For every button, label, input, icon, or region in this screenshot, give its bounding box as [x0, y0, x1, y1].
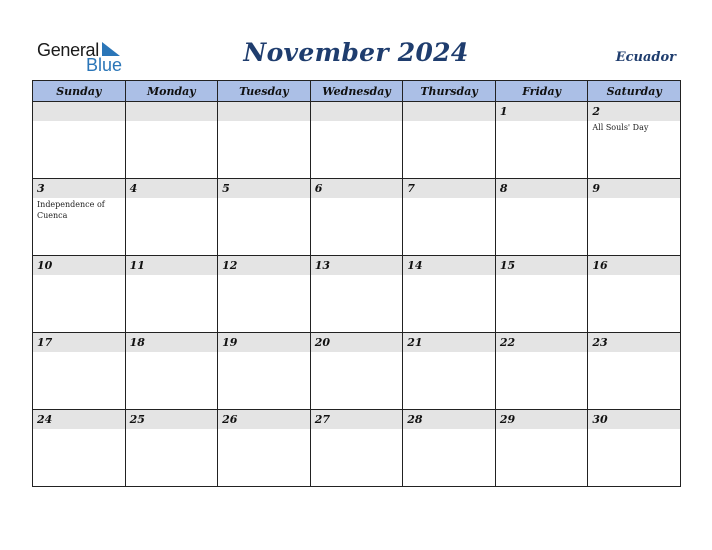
- week-row: [33, 102, 681, 179]
- day-number: 13: [314, 259, 330, 272]
- day-cell: [495, 179, 588, 256]
- day-cell: [310, 410, 403, 487]
- holiday-note: [311, 352, 403, 354]
- week-row: [33, 256, 681, 333]
- holiday-note: [33, 275, 125, 277]
- holiday-note: [311, 121, 403, 123]
- day-number: 15: [499, 259, 516, 272]
- day-cell: [33, 410, 126, 487]
- day-number-bar: [126, 333, 218, 352]
- day-cell: [218, 410, 311, 487]
- holiday-note: [403, 352, 495, 354]
- day-number-bar: [218, 102, 310, 121]
- holiday-note: [218, 198, 310, 200]
- day-number: 24: [37, 413, 53, 426]
- day-number: 21: [407, 336, 423, 349]
- day-number-bar: [496, 102, 588, 121]
- day-cell: [403, 256, 496, 333]
- day-number-bar: [218, 333, 310, 352]
- day-cell: [495, 102, 588, 179]
- holiday-note: [588, 275, 680, 277]
- holiday-note: [126, 198, 218, 200]
- day-cell: [588, 102, 681, 179]
- day-number-bar: [126, 256, 218, 275]
- holiday-note: [588, 352, 680, 354]
- day-number: 14: [407, 259, 423, 272]
- day-cell: [310, 256, 403, 333]
- holiday-note: [33, 352, 125, 354]
- day-number: 12: [222, 259, 238, 272]
- day-cell: [310, 333, 403, 410]
- day-number-bar: [126, 179, 218, 198]
- day-number: 20: [314, 336, 330, 349]
- holiday-note: [311, 429, 403, 431]
- day-number: 2: [592, 105, 601, 118]
- weekday-wednesday: Wednesday: [310, 81, 403, 102]
- holiday-note: [403, 121, 495, 123]
- weekday-header-row: [33, 81, 681, 102]
- day-number-bar: [403, 333, 495, 352]
- day-number-bar: [126, 410, 218, 429]
- holiday-note: [311, 198, 403, 200]
- day-number: 29: [499, 413, 516, 426]
- day-number-bar: [311, 179, 403, 198]
- holiday-note: [218, 352, 310, 354]
- logo-general-text: General: [37, 40, 99, 60]
- holiday-note: [588, 198, 680, 200]
- day-number-bar: [218, 179, 310, 198]
- day-number-bar: [311, 102, 403, 121]
- day-number-bar: [126, 102, 218, 121]
- holiday-note: [126, 429, 218, 431]
- day-number: 16: [592, 259, 608, 272]
- day-number: 11: [129, 259, 145, 272]
- day-number: 27: [314, 413, 330, 426]
- day-cell: [33, 179, 126, 256]
- holiday-note: [403, 429, 495, 431]
- day-cell: [403, 410, 496, 487]
- logo-blue-text: Blue: [86, 55, 123, 75]
- calendar-title: November 2024: [243, 38, 469, 67]
- month-calendar: [32, 80, 681, 487]
- weekday-friday: Friday: [495, 81, 588, 102]
- day-cell: [495, 333, 588, 410]
- holiday-note: [218, 275, 310, 277]
- day-cell: [33, 102, 126, 179]
- day-cell: [33, 256, 126, 333]
- day-number: 22: [499, 336, 516, 349]
- weekday-tuesday: Tuesday: [218, 81, 311, 102]
- day-number-bar: [33, 333, 125, 352]
- day-number-bar: [496, 256, 588, 275]
- day-number-bar: [33, 256, 125, 275]
- day-number-bar: [33, 410, 125, 429]
- day-number: 5: [222, 182, 230, 195]
- day-number: 25: [129, 413, 145, 426]
- day-number-bar: [311, 333, 403, 352]
- day-number: 3: [37, 182, 45, 195]
- day-cell: [310, 102, 403, 179]
- weekday-sunday: Sunday: [33, 81, 126, 102]
- day-number: 26: [222, 413, 238, 426]
- day-cell: [310, 179, 403, 256]
- day-cell: [495, 256, 588, 333]
- holiday-note: [218, 429, 310, 431]
- holiday-note: [496, 198, 588, 200]
- holiday-note: [311, 275, 403, 277]
- holiday-note: [126, 352, 218, 354]
- weekday-saturday: Saturday: [588, 81, 681, 102]
- holiday-note: [588, 429, 680, 431]
- day-cell: [495, 410, 588, 487]
- week-row: [33, 333, 681, 410]
- week-row: [33, 179, 681, 256]
- day-number-bar: [496, 333, 588, 352]
- day-number: 9: [592, 182, 601, 195]
- day-number-bar: [33, 179, 125, 198]
- holiday-note: [126, 275, 218, 277]
- day-number-bar: [403, 179, 495, 198]
- day-number: 8: [499, 182, 508, 195]
- day-cell: [125, 333, 218, 410]
- day-cell: [125, 102, 218, 179]
- day-cell: [125, 410, 218, 487]
- day-number: 1: [499, 105, 508, 118]
- day-number: 7: [407, 182, 415, 195]
- day-cell: [588, 410, 681, 487]
- day-number: 30: [592, 413, 608, 426]
- day-number-bar: [33, 102, 125, 121]
- day-number-bar: [403, 102, 495, 121]
- day-number-bar: [496, 410, 588, 429]
- day-number-bar: [588, 179, 680, 198]
- country-label: Ecuador: [615, 50, 676, 65]
- day-cell: [218, 256, 311, 333]
- day-number-bar: [311, 410, 403, 429]
- day-number: 28: [407, 413, 423, 426]
- day-cell: [125, 256, 218, 333]
- day-cell: [588, 333, 681, 410]
- day-number: 4: [129, 182, 138, 195]
- day-number: 19: [222, 336, 238, 349]
- day-number: 23: [592, 336, 608, 349]
- holiday-note: Independence of Cuenca: [37, 200, 105, 220]
- day-number-bar: [218, 410, 310, 429]
- day-number-bar: [588, 102, 680, 121]
- day-number: 17: [37, 336, 53, 349]
- day-number-bar: [403, 256, 495, 275]
- holiday-note: [403, 198, 495, 200]
- holiday-note: All Souls' Day: [592, 123, 649, 132]
- day-number-bar: [588, 333, 680, 352]
- day-cell: [403, 179, 496, 256]
- day-cell: [403, 102, 496, 179]
- day-number-bar: [403, 410, 495, 429]
- day-number-bar: [588, 256, 680, 275]
- day-cell: [403, 333, 496, 410]
- day-cell: [218, 179, 311, 256]
- week-row: [33, 410, 681, 487]
- holiday-note: [496, 429, 588, 431]
- day-cell: [588, 179, 681, 256]
- day-cell: [33, 333, 126, 410]
- day-number-bar: [496, 179, 588, 198]
- day-number-bar: [588, 410, 680, 429]
- holiday-note: [403, 275, 495, 277]
- holiday-note: [496, 275, 588, 277]
- day-cell: [588, 256, 681, 333]
- holiday-note: [496, 352, 588, 354]
- holiday-note: [33, 429, 125, 431]
- weekday-thursday: Thursday: [403, 81, 496, 102]
- holiday-note: [33, 121, 125, 123]
- holiday-note: [126, 121, 218, 123]
- day-number-bar: [218, 256, 310, 275]
- day-number-bar: [311, 256, 403, 275]
- day-cell: [218, 333, 311, 410]
- weekday-monday: Monday: [125, 81, 218, 102]
- holiday-note: [218, 121, 310, 123]
- day-number: 10: [37, 259, 53, 272]
- day-number: 6: [314, 182, 323, 195]
- holiday-note: [496, 121, 588, 123]
- day-number: 18: [129, 336, 145, 349]
- day-cell: [125, 179, 218, 256]
- day-cell: [218, 102, 311, 179]
